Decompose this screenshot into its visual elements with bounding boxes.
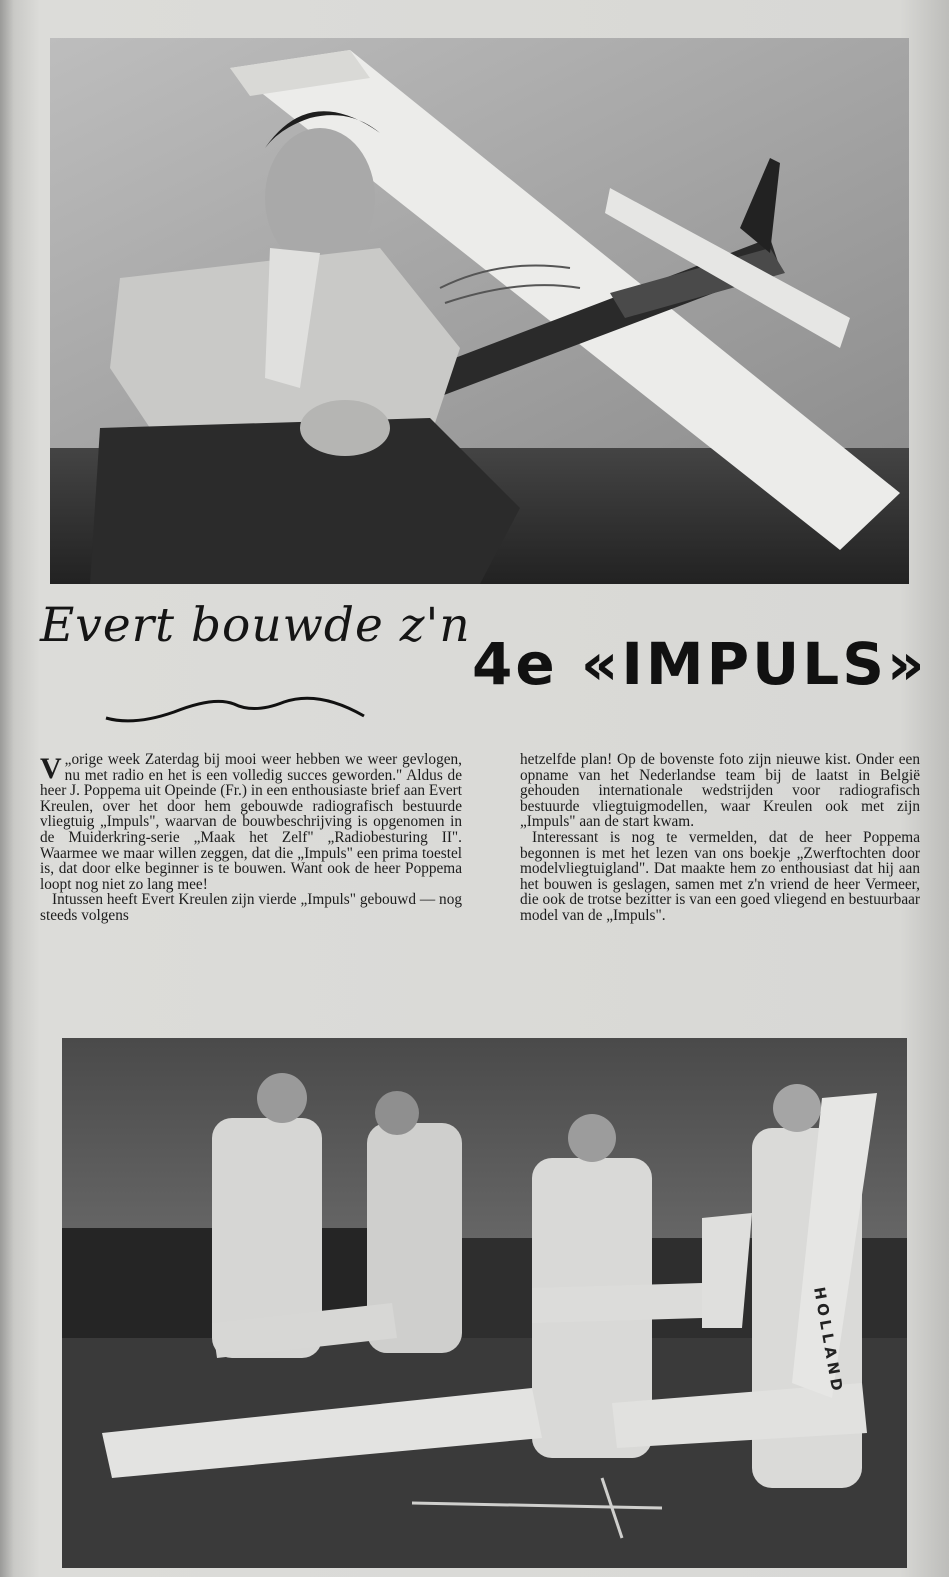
- right-paragraph-1: hetzelfde plan! Op de bovenste foto zijn nieuwe kist. Onder een opname van het Nederlandse team bij de laatst in België gehouden internationale wedstrijden voor radiografisch bestuurde vliegtuigmodellen, waar Kreulen ook met zijn „Impuls" aan de start kwam.: [520, 751, 920, 831]
- article-column-right: [520, 752, 920, 924]
- article-column-left: [40, 752, 462, 924]
- fuselage-holland-text: HOLLAND: [810, 1285, 847, 1397]
- headline-part-1: Evert bouwde z'n: [40, 598, 471, 653]
- right-paragraph-2: Interessant is nog te vermelden, dat de heer Poppema begonnen is met het lezen van ons boekje „Zwerftochten door modelvliegtuigland". Dat maakte hem zo enthousiast dat hij aan het bouwen is geslagen, samen met z'n vriend de heer Vermeer, die ook de trotse bezitter is van een goed vliegend en bestuurbaar model van de „Impuls".: [520, 828, 920, 924]
- dropcap-letter: V: [40, 752, 62, 785]
- photo-man-with-model-plane: [50, 38, 909, 584]
- photo-bottom-illustration: [62, 1038, 907, 1568]
- photo-top-illustration: [50, 38, 909, 584]
- headline-part-2: 4e «IMPULS»: [472, 630, 928, 698]
- left-paragraph-1: [40, 752, 462, 892]
- headline-swash-ornament: [104, 690, 366, 730]
- open-quote: „: [64, 751, 72, 768]
- photo-dutch-team: [62, 1038, 907, 1568]
- left-paragraph-1-text: orige week Zaterdag bij mooi weer hebben we weer gevlogen, nu met radio en het is een volledig succes geworden." Aldus de heer J. Poppema uit Opeinde (Fr.) in een enthousiaste brief aan Evert Kreulen, over het door hem gebouwde radiografisch bestuurde vliegtuig „Impuls", waarvan de bouwbeschrijving is opgenomen in de Muiderkring-serie „Maak het Zelf" „Radiobesturing II". Waarmee we maar willen zeggen, dat die „Impuls" een prima toestel is, dat door elke beginner is te bouwen. Want ook de heer Poppema loopt nog niet zo lang mee!: [40, 751, 462, 893]
- left-paragraph-2: Intussen heeft Evert Kreulen zijn vierde „Impuls" gebouwd — nog steeds volgens: [40, 891, 462, 924]
